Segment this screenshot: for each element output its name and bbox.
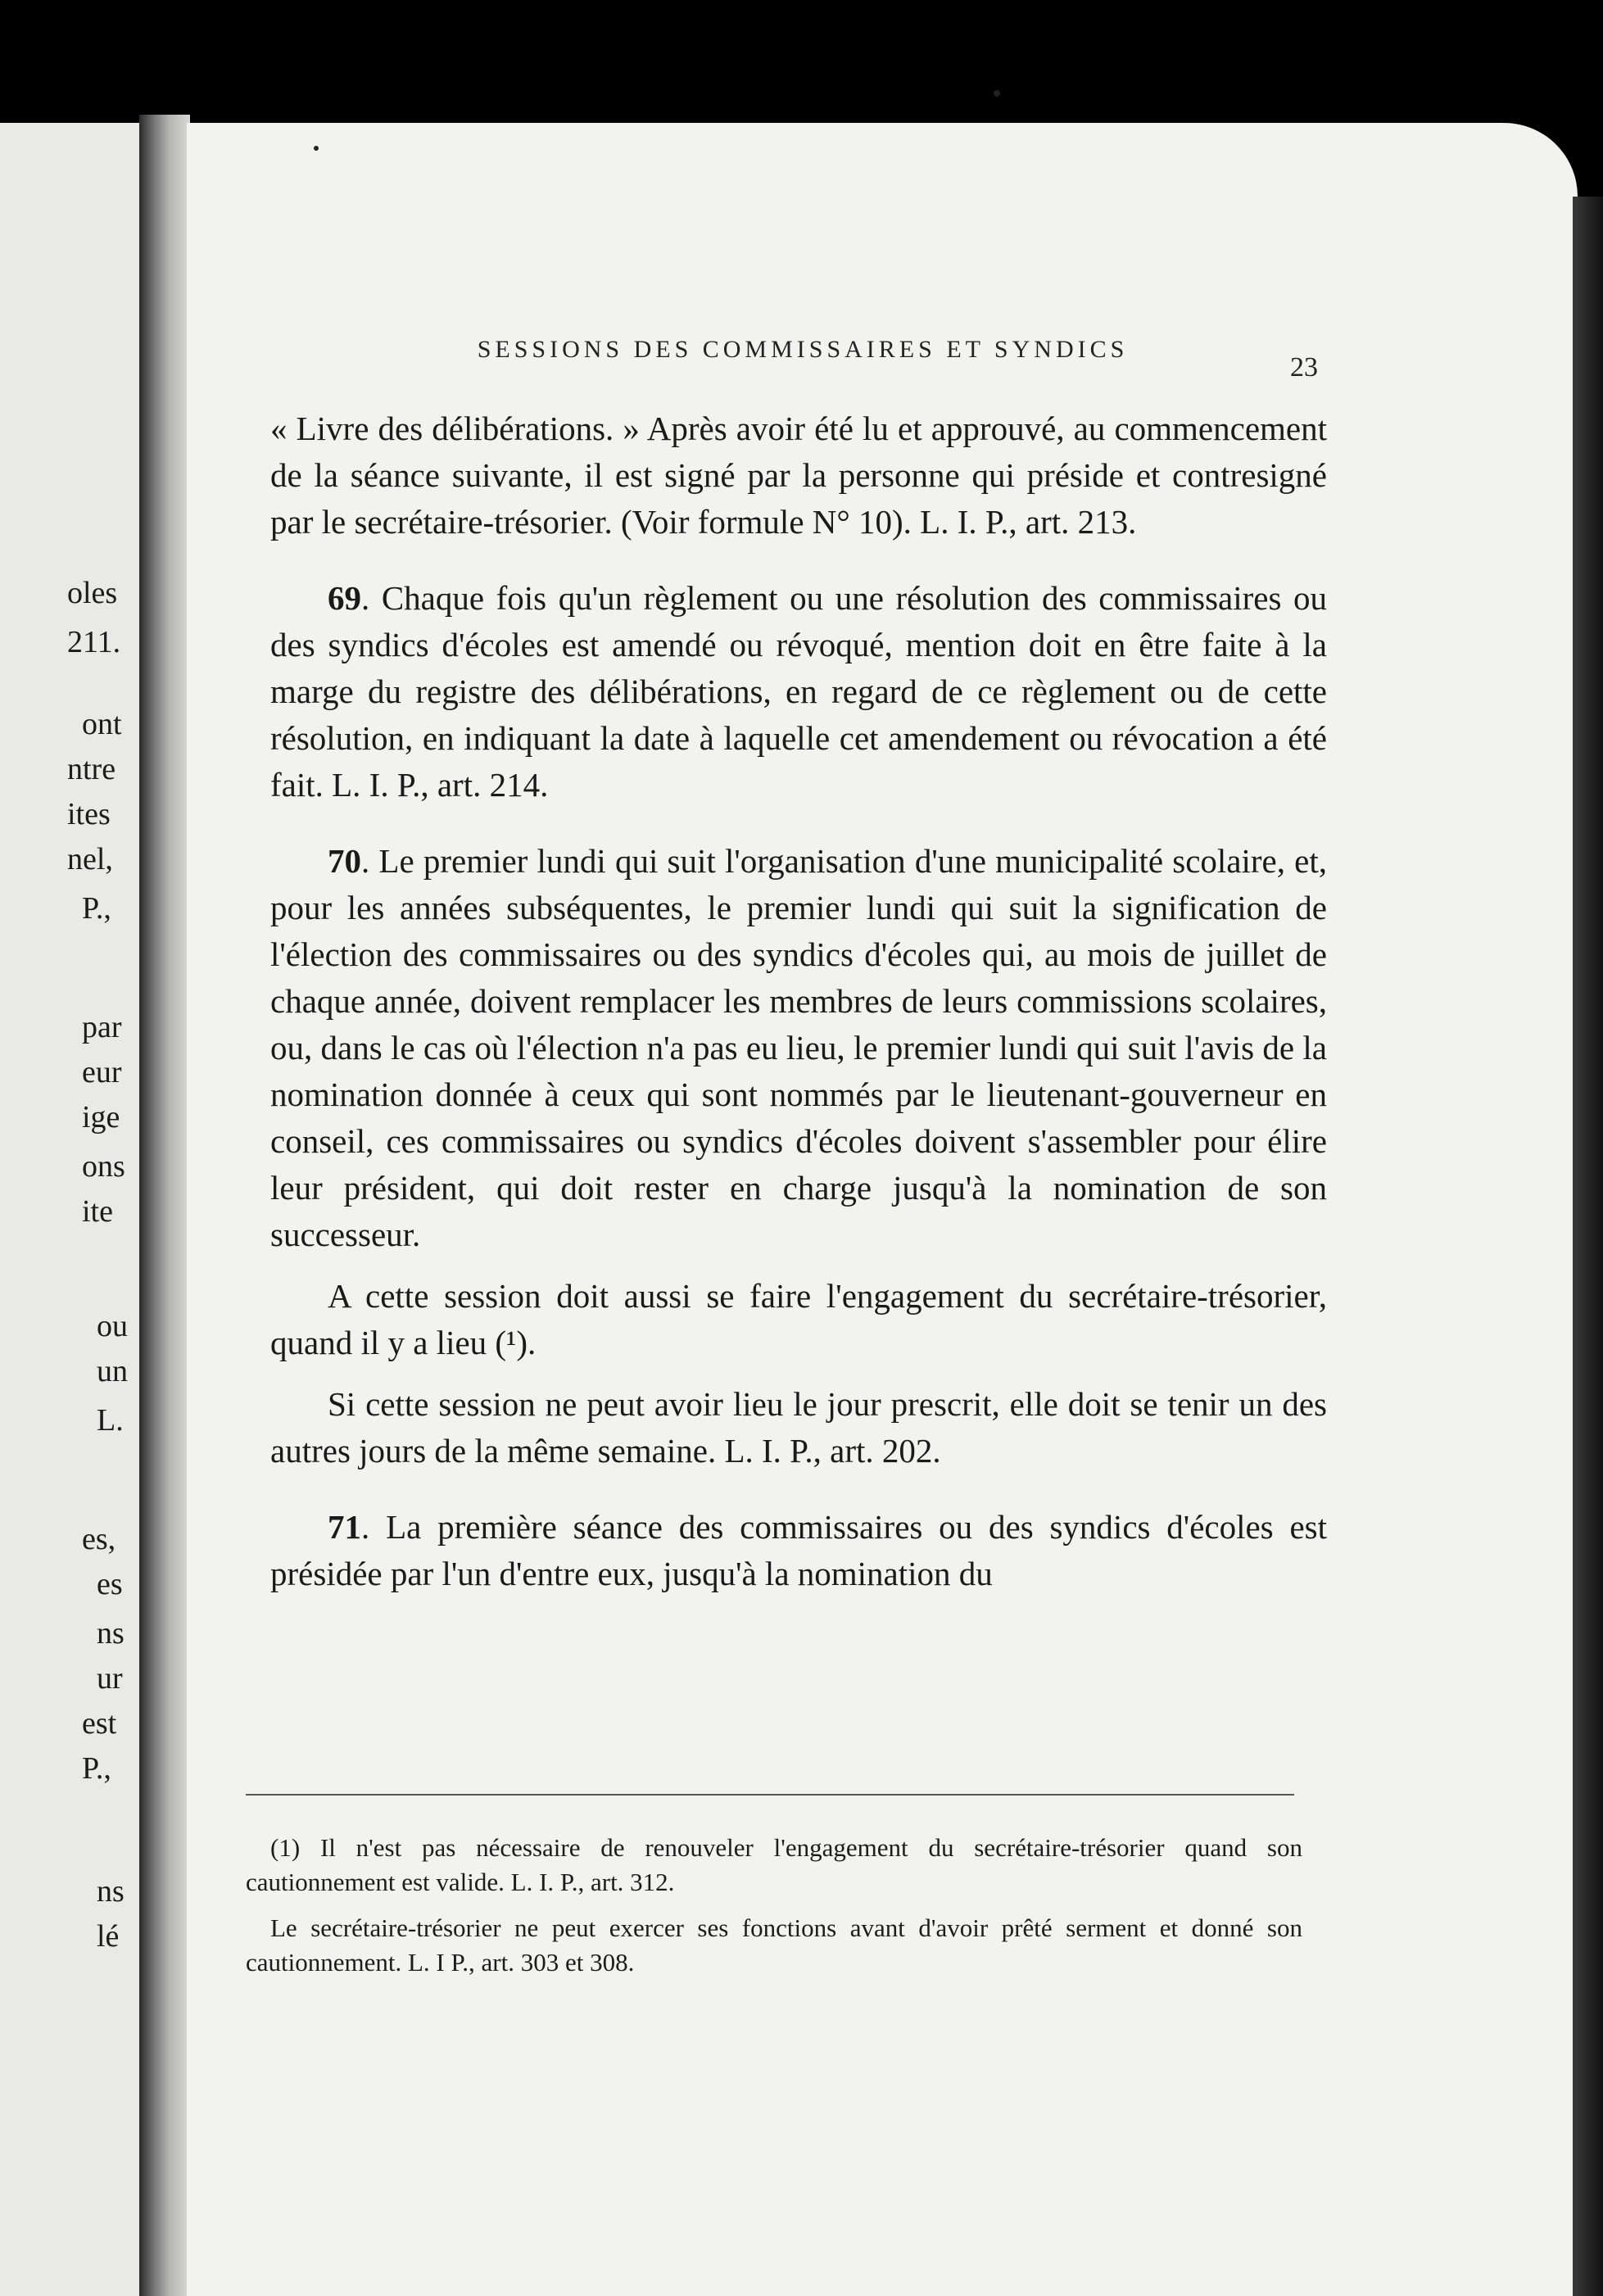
book-gutter bbox=[139, 115, 190, 2296]
footnote: Le secrétaire-trésorier ne peut exercer ses fonctions avant d'avoir prêté serment et donné son cautionnement. L. I P., art. 303 et 308. bbox=[246, 1913, 1302, 1977]
paragraph bbox=[270, 1273, 1327, 1366]
previous-page-line: es bbox=[97, 1567, 123, 1601]
speck-mark bbox=[314, 146, 319, 151]
previous-page-line: es, bbox=[82, 1522, 116, 1556]
previous-page-line: nel, bbox=[67, 842, 113, 876]
article-number: 70 bbox=[328, 842, 361, 880]
previous-page-line: ur bbox=[97, 1661, 123, 1696]
paragraph-text: . Chaque fois qu'un règlement ou une résolution des commissaires ou des syndics d'écoles est amendé ou révoqué, mention doit en être faite à la marge du registre des délibérations, en regard de ce règlement ou de cette résolution, en indiquant la date à laquelle cet amendement ou révocation a été fait. L. I. P., art. 214. bbox=[270, 579, 1327, 804]
previous-page-line: ns bbox=[97, 1874, 125, 1909]
page-edge-shadow bbox=[1573, 197, 1603, 2296]
paragraph-text: . Le premier lundi qui suit l'organisation d'une municipalité scolaire, et, pour les années subséquentes, le premier lundi qui suit la signification de l'élection des commissaires ou des syndics d'écoles qui, au mois de juillet de chaque année, doivent remplacer les membres de leurs commissions scolaires, ou, dans le cas où l'élection n'a pas eu lieu, le premier lundi qui suit l'avis de la nomination donnée à ceux qui sont nommés par le lieutenant-gouverneur en conseil, ces commissaires ou syndics d'écoles doivent s'assembler pour élire leur président, qui doit rester en charge jusqu'à la nomination de son successeur. bbox=[270, 842, 1327, 1253]
previous-page-line: ites bbox=[67, 797, 111, 831]
footnote-rule bbox=[246, 1794, 1294, 1796]
previous-page-line: 211. bbox=[67, 625, 121, 659]
paragraph-text: « Livre des délibérations. » Après avoir été lu et approuvé, au commencement de la séance suivante, il est signé par la personne qui préside et contresigné par le secrétaire-trésorier. (Voir formule N° 10). L. I. P., art. 213. bbox=[270, 410, 1327, 541]
previous-page-line: ns bbox=[97, 1616, 125, 1651]
previous-page-line: P., bbox=[82, 891, 111, 926]
paragraph bbox=[270, 405, 1327, 546]
paragraph bbox=[270, 1381, 1327, 1474]
paragraph-text: A cette session doit aussi se faire l'engagement du secrétaire-trésorier, quand il y a lieu (¹). bbox=[270, 1277, 1327, 1361]
page-number: 23 bbox=[1290, 352, 1318, 383]
previous-page-line: L. bbox=[97, 1403, 124, 1438]
previous-page-line: est bbox=[82, 1706, 117, 1741]
previous-page-line: lé bbox=[97, 1919, 120, 1954]
footnote: (1) Il n'est pas nécessaire de renouveler l'engagement du secrétaire-trésorier quand son cautionnement est valide. L. I. P., art. 312. bbox=[246, 1833, 1302, 1896]
previous-page-line: eur bbox=[82, 1055, 122, 1089]
previous-page-line: un bbox=[97, 1354, 128, 1388]
article-paragraph bbox=[270, 1504, 1327, 1597]
paragraph-text: . La première séance des commissaires ou des syndics d'écoles est présidée par l'un d'entre eux, jusqu'à la nomination du bbox=[270, 1508, 1327, 1592]
paragraph-text: Si cette session ne peut avoir lieu le jour prescrit, elle doit se tenir un des autres jours de la même semaine. L. I. P., art. 202. bbox=[270, 1385, 1327, 1470]
running-header: SESSIONS DES COMMISSAIRES ET SYNDICS bbox=[477, 336, 1129, 363]
article-number: 71 bbox=[328, 1508, 361, 1546]
previous-page-line: par bbox=[82, 1010, 122, 1044]
previous-page-line: ons bbox=[82, 1149, 125, 1184]
previous-page-line: ou bbox=[97, 1309, 128, 1343]
previous-page-line: ntre bbox=[67, 752, 116, 786]
speck-mark bbox=[994, 90, 1000, 97]
previous-page bbox=[0, 123, 152, 2296]
article-number: 69 bbox=[328, 579, 361, 617]
article-paragraph bbox=[270, 575, 1327, 808]
previous-page-line: ont bbox=[82, 707, 122, 741]
footnotes bbox=[246, 1831, 1302, 1991]
previous-page-line: ite bbox=[82, 1194, 113, 1229]
article-paragraph bbox=[270, 838, 1327, 1258]
body-text bbox=[270, 405, 1327, 1627]
previous-page-line: oles bbox=[67, 576, 118, 610]
previous-page-line: P., bbox=[82, 1751, 111, 1786]
previous-page-line: ige bbox=[82, 1100, 120, 1134]
